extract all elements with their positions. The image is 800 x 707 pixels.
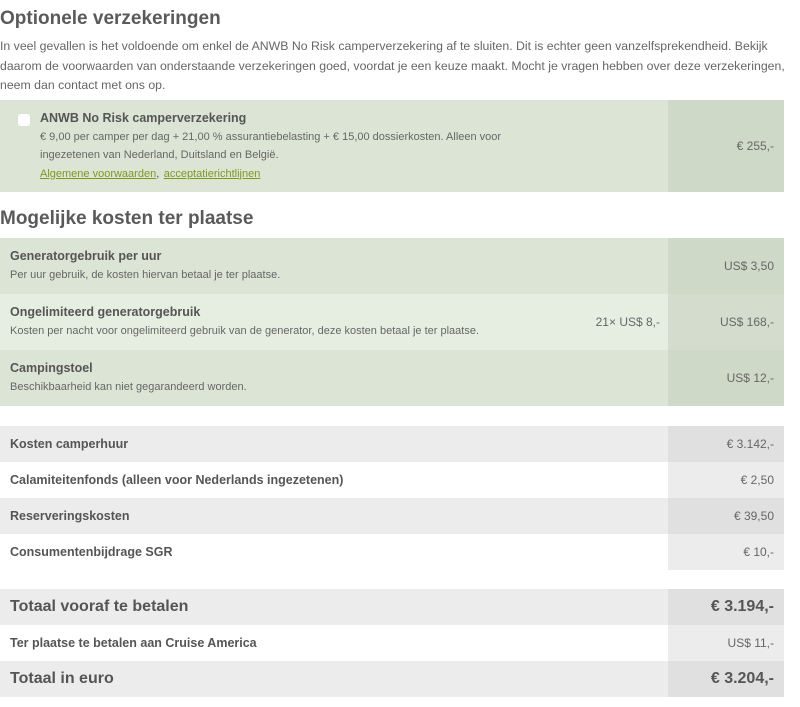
insurance-checkbox[interactable]: [18, 114, 30, 126]
summary-row: [0, 534, 784, 570]
total-euro-label: Totaal in euro: [10, 670, 114, 687]
summary-price: € 2,50: [668, 462, 784, 498]
terms-link[interactable]: Algemene voorwaarden: [40, 167, 157, 180]
cost-description: Per uur gebruik, de kosten hiervan betaal je ter plaatse.: [10, 268, 281, 281]
summary-list: [0, 426, 784, 570]
total-label: Totaal vooraf te betalen: [10, 598, 189, 615]
cost-description: Beschikbaarheid kan niet gegarandeerd worden.: [10, 380, 247, 393]
summary-row: [0, 426, 784, 462]
total-row: [0, 589, 784, 625]
local-cost-row: [0, 294, 784, 350]
insurance-title: ANWB No Risk camperverzekering: [40, 110, 247, 125]
cost-price: US$ 12,-: [668, 350, 784, 406]
summary-row: [0, 462, 784, 498]
onsite-price: US$ 11,-: [668, 625, 784, 661]
summary-label: Consumentenbijdrage SGR: [10, 545, 173, 559]
onsite-row: [0, 625, 784, 661]
cost-quantity: 21× US$ 8,-: [595, 315, 660, 329]
summary-price: € 3.142,-: [668, 426, 784, 462]
cost-quantity: [540, 238, 668, 294]
summary-label: Reserveringskosten: [10, 509, 130, 523]
cost-quantity: [540, 350, 668, 406]
insurance-heading: Optionele verzekeringen: [0, 8, 221, 29]
summary-label: Calamiteitenfonds (alleen voor Nederlands ingezetenen): [10, 473, 344, 487]
cost-price: US$ 3,50: [668, 238, 784, 294]
local-costs-list: [0, 238, 784, 406]
cost-title: Ongelimiteerd generatorgebruik: [10, 304, 201, 319]
cost-title: Generatorgebruik per uur: [10, 248, 162, 263]
totals-list: [0, 589, 784, 697]
total-price: € 3.194,-: [668, 589, 784, 625]
link-separator: ,: [156, 167, 160, 180]
summary-price: € 39,50: [668, 498, 784, 534]
total-euro-row: [0, 661, 784, 697]
insurance-price: € 255,-: [668, 100, 784, 192]
local-cost-row: [0, 350, 784, 406]
insurance-option: [0, 100, 784, 192]
cost-title: Campingstoel: [10, 360, 93, 375]
summary-label: Kosten camperhuur: [10, 437, 129, 451]
local-costs-heading: Mogelijke kosten ter plaatse: [0, 208, 254, 229]
cost-description: Kosten per nacht voor ongelimiteerd gebruik van de generator, deze kosten betaal je ter plaatse.: [10, 324, 480, 337]
acceptance-link[interactable]: acceptatierichtlijnen: [163, 167, 261, 180]
local-cost-row: [0, 238, 784, 294]
summary-row: [0, 498, 784, 534]
total-euro-price: € 3.204,-: [668, 661, 784, 697]
cost-price: US$ 168,-: [668, 294, 784, 350]
insurance-description: € 9,00 per camper per dag + 21,00 % assurantiebelasting + € 15,00 dossierkosten. Alleen voor ingezetenen van Nederland, Duitsland en België.: [40, 130, 502, 161]
insurance-intro: In veel gevallen is het voldoende om enkel de ANWB No Risk camperverzekering af te sluiten. Dit is echter geen vanzelfsprekendheid. Bekijk daarom de voorwaarden van onderstaande verzekeringen goed, voordat je een keuze maakt. Mocht je vragen hebben over deze verzekeringen, neem dan contact met ons op.: [0, 39, 785, 92]
summary-price: € 10,-: [668, 534, 784, 570]
onsite-label: Ter plaatse te betalen aan Cruise America: [10, 636, 257, 650]
